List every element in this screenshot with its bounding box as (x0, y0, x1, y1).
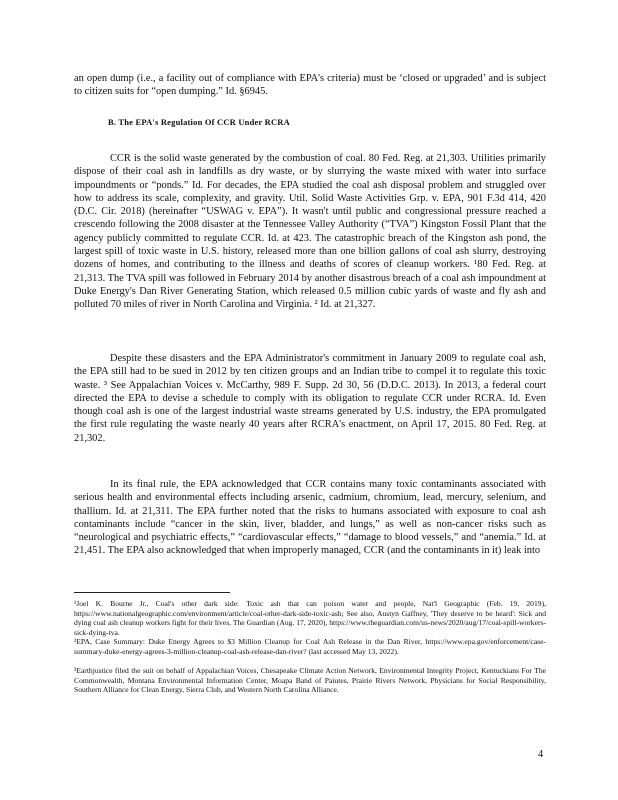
section-heading: B. The EPA's Regulation Of CCR Under RCRA (108, 117, 290, 127)
body-paragraph-2: Despite these disasters and the EPA Administrator's commitment in January 2009 to regulate coal ash, the EPA still had to be sued in 2012 by ten citizen groups and an Indian tribe to compel it to regulate this toxic waste. ³ See Appalachian Voices v. McCarthy, 989 F. Supp. 2d 30, 56 (D.D.C. 2013). In 2013, a federal court directed the EPA to devise a schedule to comply with its obligation to regulate CCR under RCRA. Id. Even though coal ash is one of the largest industrial waste streams generated by U.S. industry, the EPA promulgated the first rule regulating the waste nearly 40 years after RCRA's enactment, on April 17, 2015. 80 Fed. Reg. at 21,302. (74, 353, 546, 444)
footnote-divider (74, 592, 230, 593)
body-paragraph-1: CCR is the solid waste generated by the combustion of coal. 80 Fed. Reg. at 21,303. Utilities primarily dispose of their coal ash in landfills as dry waste, or by slurrying the waste mixed with water into surface impoundments or “ponds.” Id. For decades, the EPA studied the coal ash disposal problem and struggled over how to address its scale, complexity, and gravity. Util. Solid Waste Activities Grp. v. EPA, 901 F.3d 414, 420 (D.C. Cir. 2018) (hereinafter “USWAG v. EPA”). It wasn't until public and congressional pressure reached a crescendo following the 2008 disaster at the Tennessee Valley Authority (“TVA”) Kingston Fossil Plant that the agency publicly committed to regulate CCR. Id. at 423. The catastrophic breach of the Kingston ash pond, the largest spill of toxic waste in U.S. history, released more than one billion gallons of coal ash slurry, destroying dozens of homes, and contributing to the illness and deaths of scores of cleanup workers. ¹80 Fed. Reg. at 21,313. The TVA spill was followed in February 2014 by another disastrous breach of a coal ash impoundment at Duke Energy's Dan River Generating Station, which released 0.5 million cubic yards of waste and fly ash and polluted 70 miles of river in North Carolina and Virginia. ² Id. at 21,327. (74, 153, 546, 311)
footnote-1: ¹Joel K. Bourne Jr., Coal's other dark side: Toxic ash that can poison water and people, Nat'l Geographic (Feb. 19, 2019), https://www.nationalgeographic.com/environment/article/coal-other-dark-side-toxic-ash; See also, Austyn Gaffney, 'They deserve to be heard': Sick and dying coal ash cleanup workers fight for their lives, The Guardian (Aug. 17, 2020), https://www.theguardian.com/us-news/2020/aug/17/coal-spill-workers-sick-dying-tva. (74, 599, 546, 637)
page-number: 4 (538, 749, 544, 760)
footnote-3: ³Earthjustice filed the suit on behalf of Appalachian Voices, Chesapeake Climate Action Network, Environmental Integrity Project, Kentuckians For The Commonwealth, Montana Environmental Information Center, Moapa Band of Paiutes, Prairie Rivers Network, Physicians for Social Responsibility, Southern Alliance for Clean Energy, Sierra Club, and Western North Carolina Alliance. (74, 666, 546, 695)
footnote-2: ²EPA, Case Summary: Duke Energy Agrees to $3 Million Cleanup for Coal Ash Release in the Dan River, https://www.epa.gov/enforcement/case-summary-duke-energy-agrees-3-million-cleanup-coal-ash-release-dan-river? (last accessed May 13, 2022). (74, 637, 546, 656)
intro-paragraph: an open dump (i.e., a facility out of compliance with EPA's criteria) must be ‘closed or upgraded’ and is subject to citizen suits for “open dumping.” Id. §6945. (74, 73, 546, 98)
body-paragraph-3: In its final rule, the EPA acknowledged that CCR contains many toxic contaminants associated with serious health and environmental effects including arsenic, cadmium, chromium, lead, mercury, selenium, and thallium. Id. at 21,311. The EPA further noted that the risks to humans associated with exposure to coal ash contaminants include “cancer in the skin, liver, bladder, and lungs,” as well as non-cancer risks such as “neurological and psychiatric effects,” “cardiovascular effects,” “damage to blood vessels,” and “anemia.” Id. at 21,451. The EPA also acknowledged that when improperly managed, CCR (and the contaminants in it) leak into (74, 479, 546, 557)
